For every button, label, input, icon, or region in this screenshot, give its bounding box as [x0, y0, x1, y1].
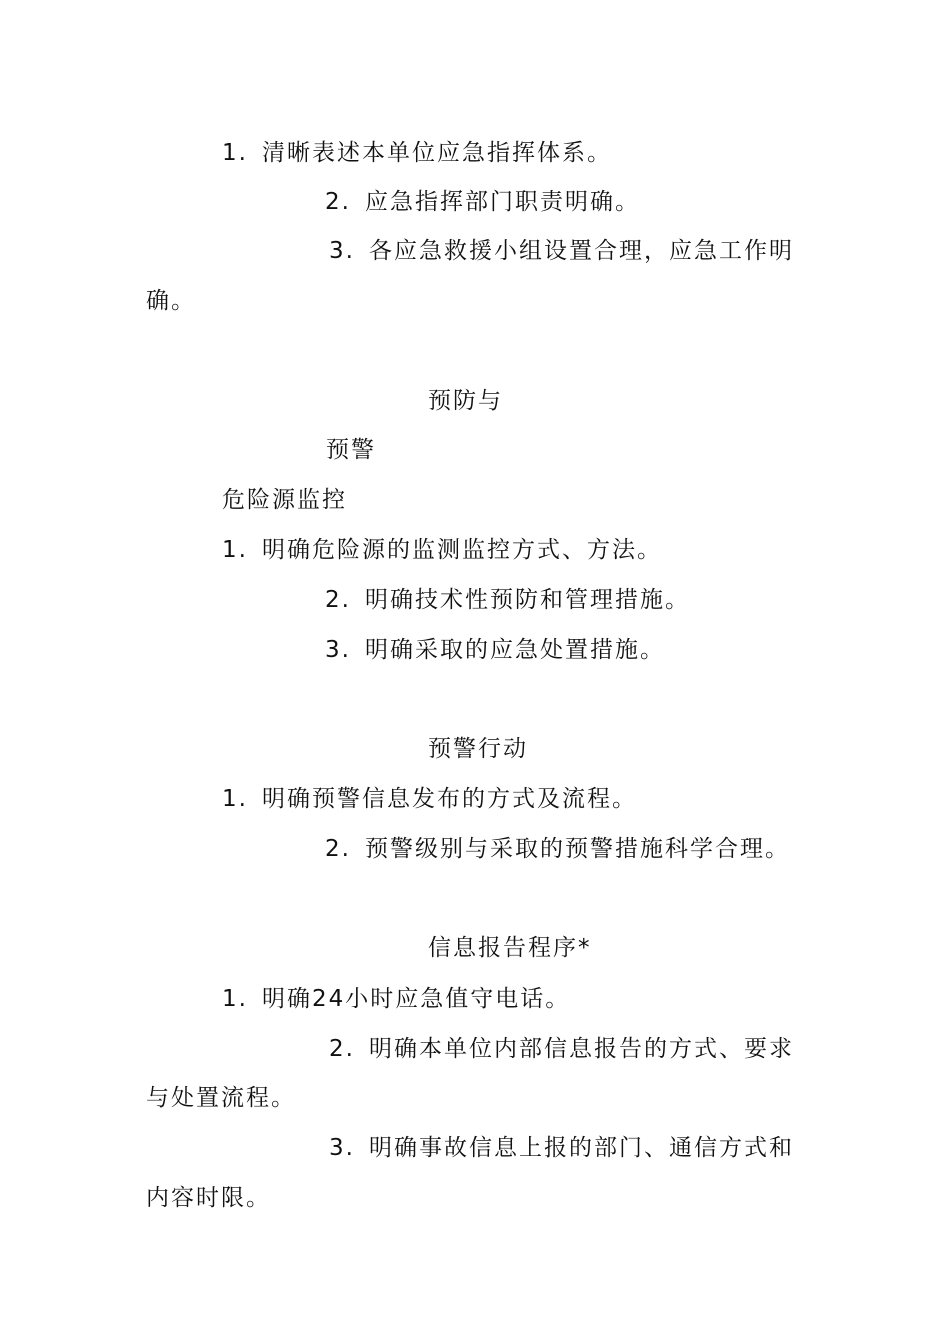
- item-number: 1.: [222, 537, 248, 563]
- item-number: 2.: [325, 836, 351, 862]
- item-number: 3.: [329, 1135, 355, 1161]
- item-text: 明确预警信息发布的方式及流程。: [261, 786, 637, 812]
- list-item-continuation: 与处置流程。: [146, 1085, 296, 1111]
- list-item: [222, 138, 612, 168]
- item-number: 3.: [329, 238, 355, 264]
- list-item: [325, 834, 790, 864]
- item-number: 2.: [325, 189, 351, 215]
- section-heading-continuation: 预警: [326, 437, 376, 463]
- section-heading: 预防与: [428, 388, 503, 414]
- list-item: [222, 784, 637, 814]
- item-text: 清晰表述本单位应急指挥体系。: [261, 140, 612, 166]
- item-text: 预警级别与采取的预警措施科学合理。: [364, 836, 790, 862]
- item-text: 明确危险源的监测监控方式、方法。: [261, 537, 662, 563]
- section-heading: [428, 933, 592, 963]
- list-item-continuation: 确。: [146, 288, 196, 314]
- item-text: 明确本单位内部信息报告的方式、要求: [368, 1036, 794, 1062]
- list-item: [222, 535, 662, 565]
- section-heading-text: 信息报告程序: [428, 935, 578, 961]
- list-item: [325, 585, 690, 615]
- item-text: 明确技术性预防和管理措施。: [364, 587, 690, 613]
- required-mark: *: [578, 935, 592, 961]
- item-number: 3.: [325, 637, 351, 663]
- item-number: 1.: [222, 986, 248, 1012]
- item-text: 各应急救援小组设置合理，应急工作明: [368, 238, 794, 264]
- item-number: 2.: [329, 1036, 355, 1062]
- item-text: 明确事故信息上报的部门、通信方式和: [368, 1135, 794, 1161]
- subheading: 危险源监控: [222, 487, 347, 513]
- list-item: [325, 187, 640, 217]
- item-text: 明确24小时应急值守电话。: [261, 986, 571, 1012]
- list-item: [329, 236, 794, 266]
- list-item: [329, 1133, 794, 1163]
- item-text: 明确采取的应急处置措施。: [364, 637, 665, 663]
- item-number: 1.: [222, 140, 248, 166]
- list-item: [325, 635, 665, 665]
- section-heading: 预警行动: [428, 736, 528, 762]
- list-item: [329, 1034, 794, 1064]
- list-item: [222, 984, 570, 1014]
- item-text: 应急指挥部门职责明确。: [364, 189, 640, 215]
- item-number: 2.: [325, 587, 351, 613]
- list-item-continuation: 内容时限。: [146, 1185, 271, 1211]
- item-number: 1.: [222, 786, 248, 812]
